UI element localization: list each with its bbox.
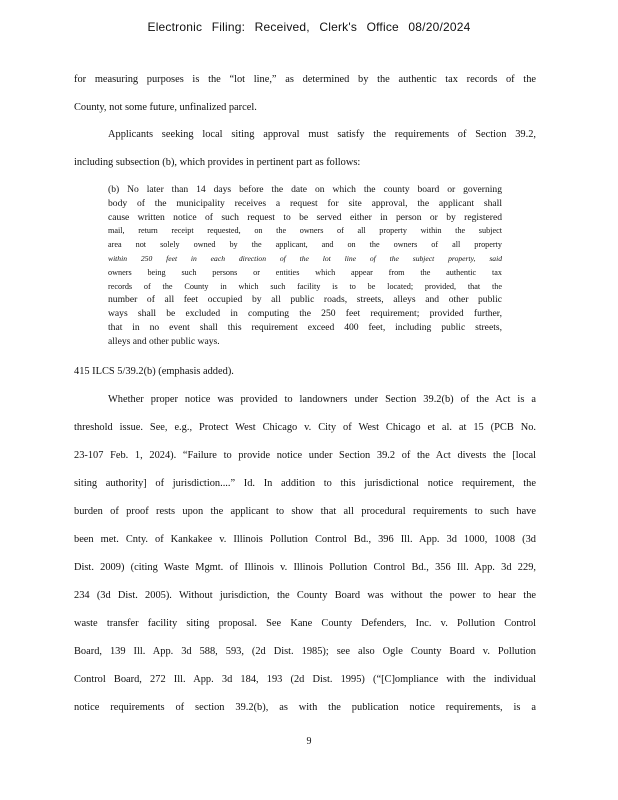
filing-header: Electronic Filing: Received, Clerk's Office 08/20/2024 [147,20,471,34]
text-line: County, not some future, unfinalized parcel. [74,102,257,113]
quote-line: alleys and other public ways. [108,335,220,347]
paragraph-section-39-2 [74,121,536,177]
text-line: Dist. 2009) (citing Waste Mgmt. of Illinois v. Illinois Pollution Control Bd., 356 Ill. App. 3d 229, [74,562,536,573]
quote-line: records of the County in which such facility is to be located; provided, that the [108,281,502,291]
quote-line: number of all feet occupied by all public roads, streets, alleys and other public [108,294,502,306]
text-line: siting authority] of jurisdiction....” Id. In addition to this jurisdictional notice requirement, the [74,478,536,489]
quote-line: cause written notice of such request to be served either in person or by registered [108,211,502,223]
quote-line: area not solely owned by the applicant, and on the owners of all property [108,240,502,250]
text-line: notice requirements of section 39.2(b), as with the publication notice requirements, is a [74,702,536,713]
text-line: Board, 139 Ill. App. 3d 588, 593, (2d Dist. 1985); see also Ogle County Board v. Pollution [74,646,536,657]
page-number: 9 [306,736,312,747]
paragraph-lot-line [74,66,536,122]
text-line: 234 (3d Dist. 2005). Without jurisdiction, the County Board was without the power to hear the [74,590,536,601]
text-line: for measuring purposes is the “lot line,” as determined by the authentic tax records of the [74,74,536,85]
quote-line: (b) No later than 14 days before the date on which the county board or governing [108,184,502,195]
text-line: 23-107 Feb. 1, 2024). “Failure to provide notice under Section 39.2 of the Act divests the [local [74,450,536,461]
quote-line: ways shall be excluded in computing the 250 feet requirement; provided further, [108,308,502,320]
text-line: threshold issue. See, e.g., Protect West Chicago v. City of West Chicago et al. at 15 (PCB No. [74,422,536,433]
text-line: burden of proof rests upon the applicant to show that all procedural requirements to such have [74,506,536,517]
text-line: including subsection (b), which provides in pertinent part as follows: [74,157,361,168]
statute-block-quote [108,183,502,349]
quote-line-emphasized: within 250 feet in each direction of the lot line of the subject property, said [108,253,502,263]
text-line: Applicants seeking local siting approval must satisfy the requirements of Section 39.2, [108,129,536,140]
quote-line: that in no event shall this requirement exceed 400 feet, including public streets, [108,321,502,333]
text-line: waste transfer facility siting proposal. See Kane County Defenders, Inc. v. Pollution Control [74,618,536,629]
quote-line: owners being such persons or entities which appear from the authentic tax [108,267,502,277]
text-line: been met. Cnty. of Kankakee v. Illinois Pollution Control Bd., 396 Ill. App. 3d 1000, 1008 (3d [74,534,536,545]
text-line: Control Board, 272 Ill. App. 3d 184, 193 (2d Dist. 1995) (“[C]ompliance with the individual [74,674,536,685]
paragraph-jurisdiction [74,386,536,722]
text-line: 415 ILCS 5/39.2(b) (emphasis added). [74,366,234,377]
quote-line: mail, return receipt requested, on the owners of all property within the subject [108,226,502,236]
statute-citation [74,358,536,386]
text-line: Whether proper notice was provided to landowners under Section 39.2(b) of the Act is a [108,394,536,405]
quote-line: body of the municipality receives a request for site approval, the applicant shall [108,197,502,209]
